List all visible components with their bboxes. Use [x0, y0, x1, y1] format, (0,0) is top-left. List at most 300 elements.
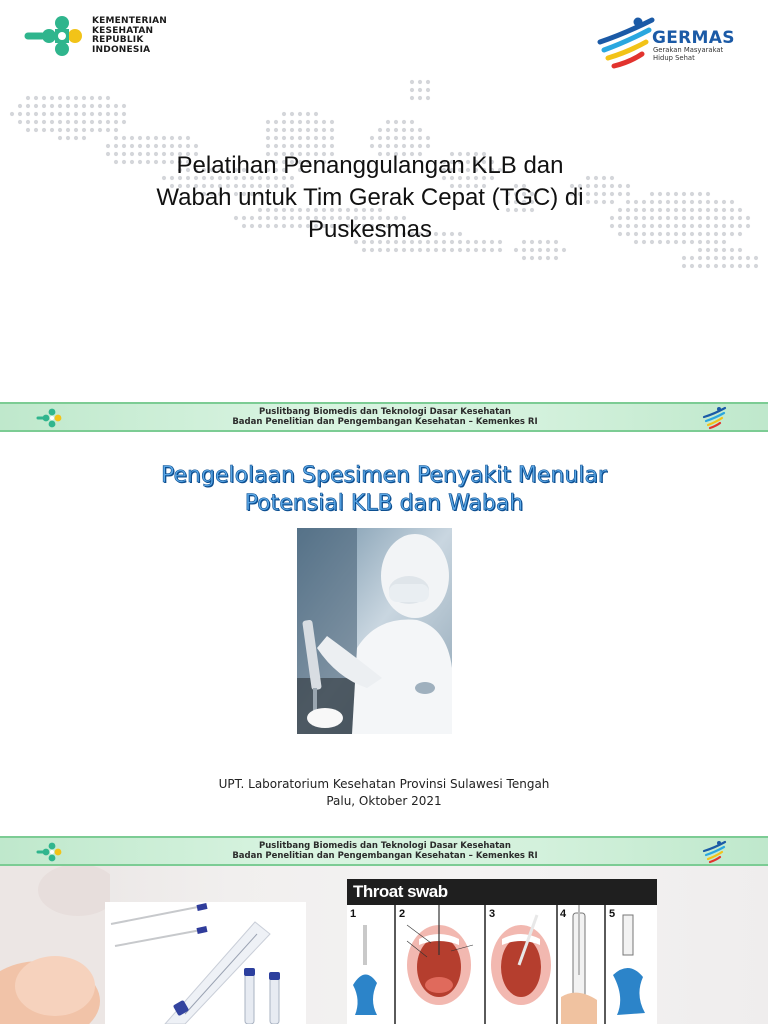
- kemenkes-wordmark: [92, 17, 167, 55]
- map-dot: [34, 128, 38, 132]
- kemenkes-line: KESEHATAN: [92, 25, 154, 36]
- map-dot: [290, 144, 294, 148]
- map-dot: [682, 208, 686, 212]
- germas-tagline-line: Gerakan Masyarakat: [653, 46, 724, 54]
- map-dot: [314, 136, 318, 140]
- map-dot: [722, 256, 726, 260]
- map-dot: [714, 224, 718, 228]
- map-dot: [730, 200, 734, 204]
- map-dot: [98, 128, 102, 132]
- step-number: 4: [560, 908, 567, 920]
- map-dot: [730, 232, 734, 236]
- map-dot: [642, 200, 646, 204]
- map-dot: [650, 208, 654, 212]
- map-dot: [426, 88, 430, 92]
- throat-swab-title: Throat swab: [353, 882, 448, 901]
- map-dot: [66, 96, 70, 100]
- map-dot: [330, 128, 334, 132]
- map-dot: [274, 128, 278, 132]
- map-dot: [42, 96, 46, 100]
- institution-banner: [0, 402, 768, 432]
- map-dot: [698, 208, 702, 212]
- map-dot: [314, 128, 318, 132]
- footer-line: Palu, Oktober 2021: [326, 794, 442, 808]
- map-dot: [746, 224, 750, 228]
- map-dot: [698, 192, 702, 196]
- map-dot: [322, 144, 326, 148]
- institution-banner: [0, 836, 768, 866]
- map-dot: [90, 128, 94, 132]
- map-dot: [402, 120, 406, 124]
- map-dot: [58, 104, 62, 108]
- step-number: 1: [350, 908, 357, 920]
- map-dot: [562, 248, 566, 252]
- map-dot: [698, 216, 702, 220]
- map-dot: [522, 248, 526, 252]
- map-dot: [722, 232, 726, 236]
- map-dot: [114, 144, 118, 148]
- map-dot: [730, 248, 734, 252]
- map-dot: [186, 144, 190, 148]
- map-dot: [666, 200, 670, 204]
- map-dot: [474, 248, 478, 252]
- map-dot: [66, 120, 70, 124]
- map-dot: [658, 216, 662, 220]
- map-dot: [178, 144, 182, 148]
- map-dot: [178, 136, 182, 140]
- map-dot: [330, 120, 334, 124]
- map-dot: [394, 136, 398, 140]
- map-dot: [74, 112, 78, 116]
- map-dot: [386, 144, 390, 148]
- map-dot: [122, 104, 126, 108]
- germas-tagline-line: Hidup Sehat: [653, 53, 695, 62]
- map-dot: [650, 224, 654, 228]
- map-dot: [650, 192, 654, 196]
- step-number: 3: [489, 908, 496, 920]
- map-dot: [682, 200, 686, 204]
- map-dot: [306, 128, 310, 132]
- map-dot: [690, 264, 694, 268]
- step-number: 5: [609, 908, 616, 920]
- hand-photo: [0, 866, 110, 1024]
- map-dot: [754, 256, 758, 260]
- map-dot: [298, 144, 302, 148]
- banner-line: Puslitbang Biomedis dan Teknologi Dasar Kesehatan: [259, 407, 511, 417]
- map-dot: [290, 128, 294, 132]
- map-dot: [370, 144, 374, 148]
- map-dot: [738, 264, 742, 268]
- map-dot: [674, 224, 678, 228]
- banner-text: [200, 407, 570, 427]
- map-dot: [730, 224, 734, 228]
- map-dot: [410, 144, 414, 148]
- map-dot: [58, 128, 62, 132]
- banner-line: Puslitbang Biomedis dan Teknologi Dasar Kesehatan: [259, 841, 511, 851]
- map-dot: [386, 128, 390, 132]
- map-dot: [34, 104, 38, 108]
- map-dot: [298, 128, 302, 132]
- map-dot: [306, 112, 310, 116]
- slide-1: [0, 0, 768, 400]
- map-dot: [378, 128, 382, 132]
- map-dot: [50, 128, 54, 132]
- map-dot: [66, 104, 70, 108]
- map-dot: [50, 96, 54, 100]
- map-dot: [722, 240, 726, 244]
- map-dot: [290, 136, 294, 140]
- map-dot: [666, 224, 670, 228]
- title-line: Potensial KLB dan Wabah: [244, 491, 524, 516]
- map-dot: [690, 208, 694, 212]
- map-dot: [706, 232, 710, 236]
- map-dot: [314, 144, 318, 148]
- map-dot: [698, 256, 702, 260]
- map-dot: [362, 248, 366, 252]
- map-dot: [10, 112, 14, 116]
- map-dot: [674, 232, 678, 236]
- map-dot: [106, 128, 110, 132]
- banner-line: Badan Penelitian dan Pengembangan Kesehatan – Kemenkes RI: [232, 851, 538, 861]
- map-dot: [706, 224, 710, 228]
- title-line: Pengelolaan Spesimen Penyakit Menular: [161, 463, 607, 488]
- map-dot: [154, 144, 158, 148]
- map-dot: [162, 136, 166, 140]
- map-dot: [26, 112, 30, 116]
- map-dot: [42, 128, 46, 132]
- map-dot: [274, 144, 278, 148]
- map-dot: [98, 96, 102, 100]
- map-dot: [58, 112, 62, 116]
- map-dot: [426, 80, 430, 84]
- map-dot: [282, 136, 286, 140]
- map-dot: [706, 200, 710, 204]
- map-dot: [642, 240, 646, 244]
- map-dot: [34, 96, 38, 100]
- map-dot: [410, 96, 414, 100]
- map-dot: [738, 208, 742, 212]
- map-dot: [106, 104, 110, 108]
- map-dot: [730, 264, 734, 268]
- map-dot: [706, 248, 710, 252]
- map-dot: [666, 192, 670, 196]
- map-dot: [66, 112, 70, 116]
- map-dot: [658, 240, 662, 244]
- map-dot: [522, 256, 526, 260]
- map-dot: [58, 120, 62, 124]
- map-dot: [394, 248, 398, 252]
- map-dot: [42, 112, 46, 116]
- map-dot: [698, 224, 702, 228]
- kemenkes-line: INDONESIA: [92, 44, 151, 55]
- map-dot: [642, 216, 646, 220]
- germas-small-logo: [700, 405, 730, 431]
- map-dot: [746, 264, 750, 268]
- map-dot: [738, 232, 742, 236]
- map-dot: [26, 128, 30, 132]
- map-dot: [722, 216, 726, 220]
- map-dot: [418, 88, 422, 92]
- map-dot: [714, 232, 718, 236]
- map-dot: [34, 112, 38, 116]
- map-dot: [698, 200, 702, 204]
- map-dot: [434, 248, 438, 252]
- map-dot: [74, 120, 78, 124]
- map-dot: [282, 144, 286, 148]
- map-dot: [130, 136, 134, 140]
- map-dot: [714, 200, 718, 204]
- map-dot: [330, 144, 334, 148]
- map-dot: [706, 216, 710, 220]
- map-dot: [82, 96, 86, 100]
- map-dot: [402, 144, 406, 148]
- map-dot: [74, 128, 78, 132]
- map-dot: [722, 264, 726, 268]
- map-dot: [50, 120, 54, 124]
- map-dot: [682, 240, 686, 244]
- map-dot: [146, 144, 150, 148]
- kemenkes-small-logo: [36, 841, 66, 863]
- map-dot: [26, 120, 30, 124]
- map-dot: [650, 240, 654, 244]
- map-dot: [322, 136, 326, 140]
- map-dot: [122, 120, 126, 124]
- slide-3: [0, 866, 768, 1024]
- map-dot: [322, 120, 326, 124]
- map-dot: [714, 216, 718, 220]
- map-dot: [738, 248, 742, 252]
- map-dot: [370, 136, 374, 140]
- map-dot: [722, 208, 726, 212]
- map-dot: [266, 128, 270, 132]
- slide-2-footer: [150, 776, 618, 810]
- map-dot: [82, 128, 86, 132]
- map-dot: [330, 136, 334, 140]
- map-dot: [530, 256, 534, 260]
- swab-kit-photo: [105, 902, 306, 1024]
- map-dot: [682, 224, 686, 228]
- footer-line: UPT. Laboratorium Kesehatan Provinsi Sulawesi Tengah: [218, 777, 550, 791]
- map-dot: [418, 96, 422, 100]
- map-dot: [402, 136, 406, 140]
- step-number: 2: [399, 908, 406, 920]
- map-dot: [426, 248, 430, 252]
- map-dot: [274, 136, 278, 140]
- throat-swab-steps: [347, 905, 657, 1024]
- map-dot: [706, 256, 710, 260]
- map-dot: [122, 144, 126, 148]
- map-dot: [114, 112, 118, 116]
- map-dot: [690, 192, 694, 196]
- map-dot: [314, 120, 318, 124]
- map-dot: [546, 248, 550, 252]
- map-dot: [714, 248, 718, 252]
- title-line: Puskesmas: [307, 216, 433, 243]
- map-dot: [722, 248, 726, 252]
- map-dot: [546, 256, 550, 260]
- map-dot: [266, 144, 270, 148]
- map-dot: [18, 120, 22, 124]
- map-dot: [74, 136, 78, 140]
- map-dot: [114, 104, 118, 108]
- map-dot: [298, 120, 302, 124]
- kemenkes-line: KEMENTERIAN: [92, 16, 168, 26]
- map-dot: [682, 232, 686, 236]
- map-dot: [90, 120, 94, 124]
- slide-2-title: [84, 462, 684, 518]
- banner-text: [200, 841, 570, 861]
- map-dot: [98, 120, 102, 124]
- map-dot: [674, 240, 678, 244]
- map-dot: [554, 256, 558, 260]
- map-dot: [402, 248, 406, 252]
- map-dot: [458, 248, 462, 252]
- map-dot: [114, 136, 118, 140]
- map-dot: [538, 248, 542, 252]
- map-dot: [298, 112, 302, 116]
- map-dot: [370, 248, 374, 252]
- map-dot: [642, 208, 646, 212]
- slide-1-title: [100, 150, 640, 246]
- map-dot: [690, 200, 694, 204]
- map-dot: [34, 120, 38, 124]
- map-dot: [98, 112, 102, 116]
- map-dot: [666, 216, 670, 220]
- map-dot: [82, 120, 86, 124]
- map-dot: [698, 240, 702, 244]
- map-dot: [106, 96, 110, 100]
- map-dot: [282, 120, 286, 124]
- map-dot: [266, 136, 270, 140]
- map-dot: [82, 136, 86, 140]
- map-dot: [418, 80, 422, 84]
- title-line: Wabah untuk Tim Gerak Cepat (TGC) di: [156, 184, 584, 211]
- map-dot: [58, 136, 62, 140]
- map-dot: [82, 112, 86, 116]
- map-dot: [282, 112, 286, 116]
- map-dot: [650, 216, 654, 220]
- map-dot: [90, 104, 94, 108]
- map-dot: [554, 248, 558, 252]
- map-dot: [738, 256, 742, 260]
- map-dot: [426, 136, 430, 140]
- kemenkes-small-logo: [36, 407, 66, 429]
- map-dot: [650, 232, 654, 236]
- map-dot: [90, 96, 94, 100]
- map-dot: [378, 248, 382, 252]
- germas-wordmark: GERMAS: [652, 28, 735, 48]
- map-dot: [122, 136, 126, 140]
- map-dot: [82, 104, 86, 108]
- map-dot: [314, 112, 318, 116]
- map-dot: [658, 192, 662, 196]
- map-dot: [386, 136, 390, 140]
- map-dot: [322, 128, 326, 132]
- map-dot: [194, 144, 198, 148]
- map-dot: [682, 192, 686, 196]
- kemenkes-line: REPUBLIK: [92, 35, 144, 45]
- map-dot: [290, 112, 294, 116]
- map-dot: [530, 248, 534, 252]
- map-dot: [410, 120, 414, 124]
- map-dot: [66, 136, 70, 140]
- map-dot: [106, 112, 110, 116]
- map-dot: [138, 136, 142, 140]
- map-dot: [418, 136, 422, 140]
- map-dot: [114, 128, 118, 132]
- map-dot: [538, 256, 542, 260]
- map-dot: [138, 144, 142, 148]
- map-dot: [714, 256, 718, 260]
- map-dot: [706, 264, 710, 268]
- map-dot: [386, 248, 390, 252]
- germas-small-logo: [700, 839, 730, 865]
- map-dot: [114, 120, 118, 124]
- map-dot: [682, 264, 686, 268]
- map-dot: [642, 224, 646, 228]
- map-dot: [682, 256, 686, 260]
- map-dot: [658, 224, 662, 228]
- map-dot: [306, 144, 310, 148]
- map-dot: [26, 104, 30, 108]
- map-dot: [706, 192, 710, 196]
- map-dot: [682, 216, 686, 220]
- map-dot: [714, 264, 718, 268]
- map-dot: [386, 120, 390, 124]
- map-dot: [98, 104, 102, 108]
- map-dot: [490, 248, 494, 252]
- map-dot: [698, 248, 702, 252]
- map-dot: [394, 120, 398, 124]
- map-dot: [122, 112, 126, 116]
- map-dot: [730, 216, 734, 220]
- map-dot: [282, 128, 286, 132]
- map-dot: [306, 120, 310, 124]
- map-dot: [306, 136, 310, 140]
- map-dot: [298, 136, 302, 140]
- map-dot: [738, 216, 742, 220]
- map-dot: [410, 80, 414, 84]
- map-dot: [698, 264, 702, 268]
- map-dot: [650, 200, 654, 204]
- map-dot: [482, 248, 486, 252]
- map-dot: [714, 240, 718, 244]
- banner-line: Badan Penelitian dan Pengembangan Kesehatan – Kemenkes RI: [232, 417, 538, 427]
- map-dot: [42, 104, 46, 108]
- map-dot: [442, 248, 446, 252]
- map-dot: [738, 224, 742, 228]
- map-dot: [666, 208, 670, 212]
- map-dot: [666, 232, 670, 236]
- map-dot: [378, 144, 382, 148]
- map-dot: [690, 232, 694, 236]
- map-dot: [186, 136, 190, 140]
- map-dot: [690, 240, 694, 244]
- map-dot: [730, 256, 734, 260]
- map-dot: [690, 224, 694, 228]
- map-dot: [170, 136, 174, 140]
- map-dot: [674, 200, 678, 204]
- map-dot: [642, 232, 646, 236]
- map-dot: [410, 136, 414, 140]
- map-dot: [106, 120, 110, 124]
- map-dot: [658, 232, 662, 236]
- map-dot: [394, 144, 398, 148]
- throat-swab-diagram: [347, 879, 657, 1024]
- map-dot: [666, 240, 670, 244]
- map-dot: [418, 248, 422, 252]
- map-dot: [418, 128, 422, 132]
